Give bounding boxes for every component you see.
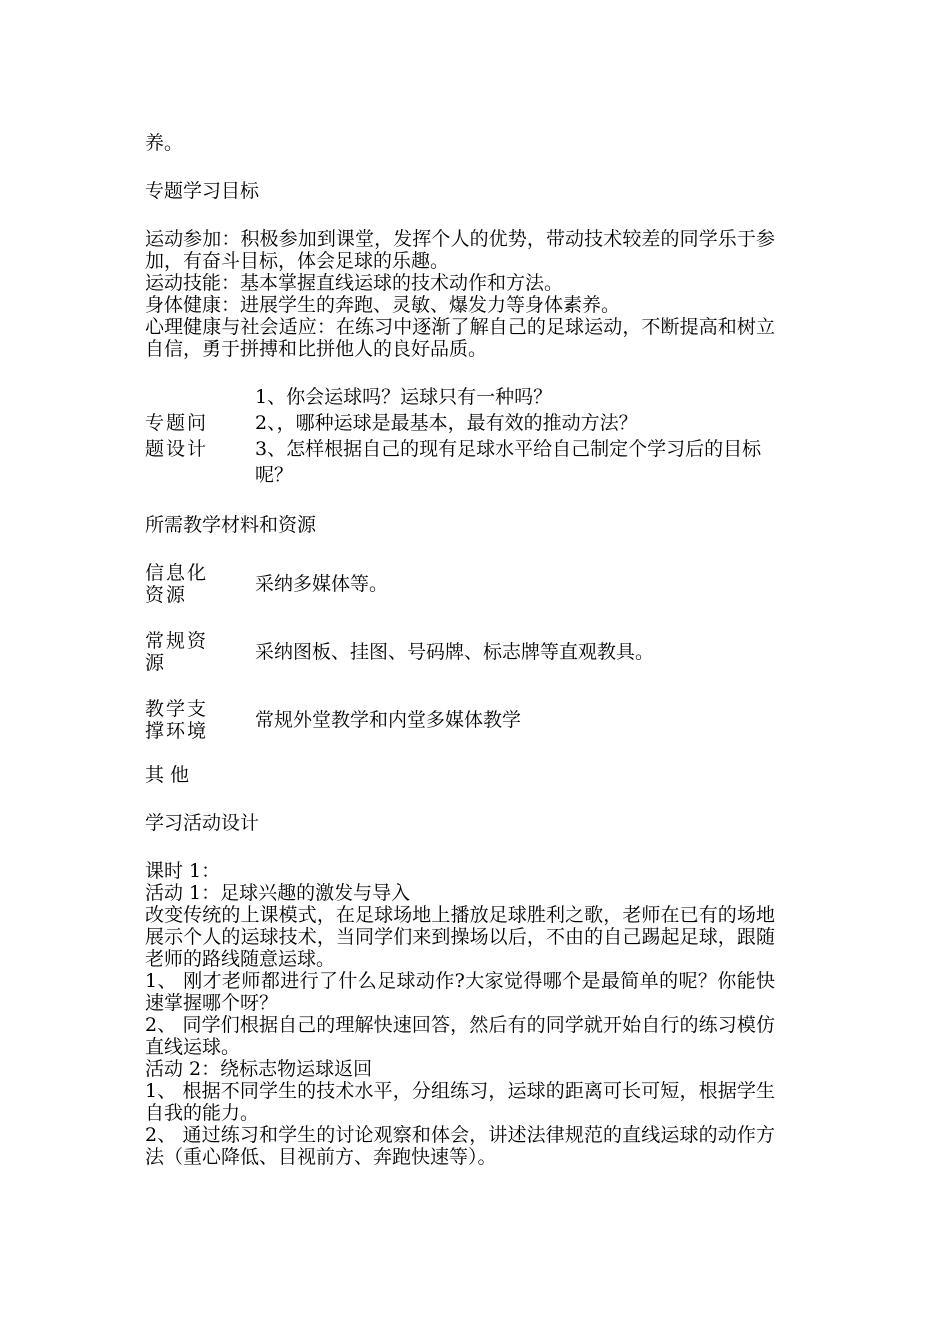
document-page [145,132,775,1168]
resource-row-environment [145,698,775,742]
topic-question-item: 2、，哪种运球是最基本，最有效的推动方法？ [255,412,638,434]
topic-questions-list [221,384,775,488]
topic-questions-row [145,384,775,488]
heading-resources: 所需教学材料和资源 [145,514,317,536]
goals-section [145,228,775,360]
topic-questions-label: 专题问题设计 [145,412,209,460]
activity-section [145,860,775,1168]
heading-other: 其 他 [145,764,190,786]
lesson-label: 课时 1： [145,860,221,882]
activity2-item: 1、 根据不同学生的技术水平，分组练习，运球的距离可长可短，根据学生自我的能力。 [145,1080,775,1124]
goal-skills: 运动技能：基本掌握直线运球的技术动作和方法。 [145,272,564,294]
resource-label: 信息化资源 [145,562,209,606]
activity1-item: 1、 刚才老师都进行了什么足球动作?大家觉得哪个是最简单的呢？你能快速掌握哪个呀？ [145,970,775,1014]
topic-question-item: 3、怎样根据自己的现有足球水平给自己制定个学习后的目标呢？ [255,438,762,486]
activity1-text: 改变传统的上课模式，在足球场地上播放足球胜利之歌，老师在已有的场地展示个人的运球技术，当同学们来到操场以后，不由的自己踢起足球，跟随老师的路线随意运球。 [145,904,775,970]
resource-label: 常规资源 [145,630,209,674]
topic-question-item: 1、你会运球吗？运球只有一种吗？ [255,386,553,408]
goal-participation: 运动参加：积极参加到课堂，发挥个人的优势，带动技术较差的同学乐于参加，有奋斗目标，体会足球的乐趣。 [145,228,775,272]
resource-value: 常规外堂教学和内堂多媒体教学 [255,709,522,731]
activity1-title: 活动 1：足球兴趣的激发与导入 [145,882,411,904]
heading-learning-goals: 专题学习目标 [145,180,260,202]
activity2-item: 2、 通过练习和学生的讨论观察和体会，讲述法律规范的直线运球的动作方法（重心降低、目视前方、奔跑快速等）。 [145,1124,775,1168]
continued-text: 养。 [145,132,184,154]
resource-value: 采纳多媒体等。 [255,573,389,595]
heading-activity-design: 学习活动设计 [145,812,260,834]
activity2-title: 活动 2：绕标志物运球返回 [145,1058,373,1080]
resource-label: 教学支撑环境 [145,698,209,742]
goal-health: 身体健康：进展学生的奔跑、灵敏、爆发力等身体素养。 [145,294,621,316]
goal-mental-health: 心理健康与社会适应：在练习中逐渐了解自己的足球运动，不断提高和树立自信，勇于拼搏和比拼他人的良好品质。 [145,316,775,360]
resource-row-regular [145,630,775,674]
resource-value: 采纳图板、挂图、号码牌、标志牌等直观教具。 [255,641,655,663]
activity1-item: 2、 同学们根据自己的理解快速回答，然后有的同学就开始自行的练习模仿直线运球。 [145,1014,775,1058]
resource-row-it [145,562,775,606]
